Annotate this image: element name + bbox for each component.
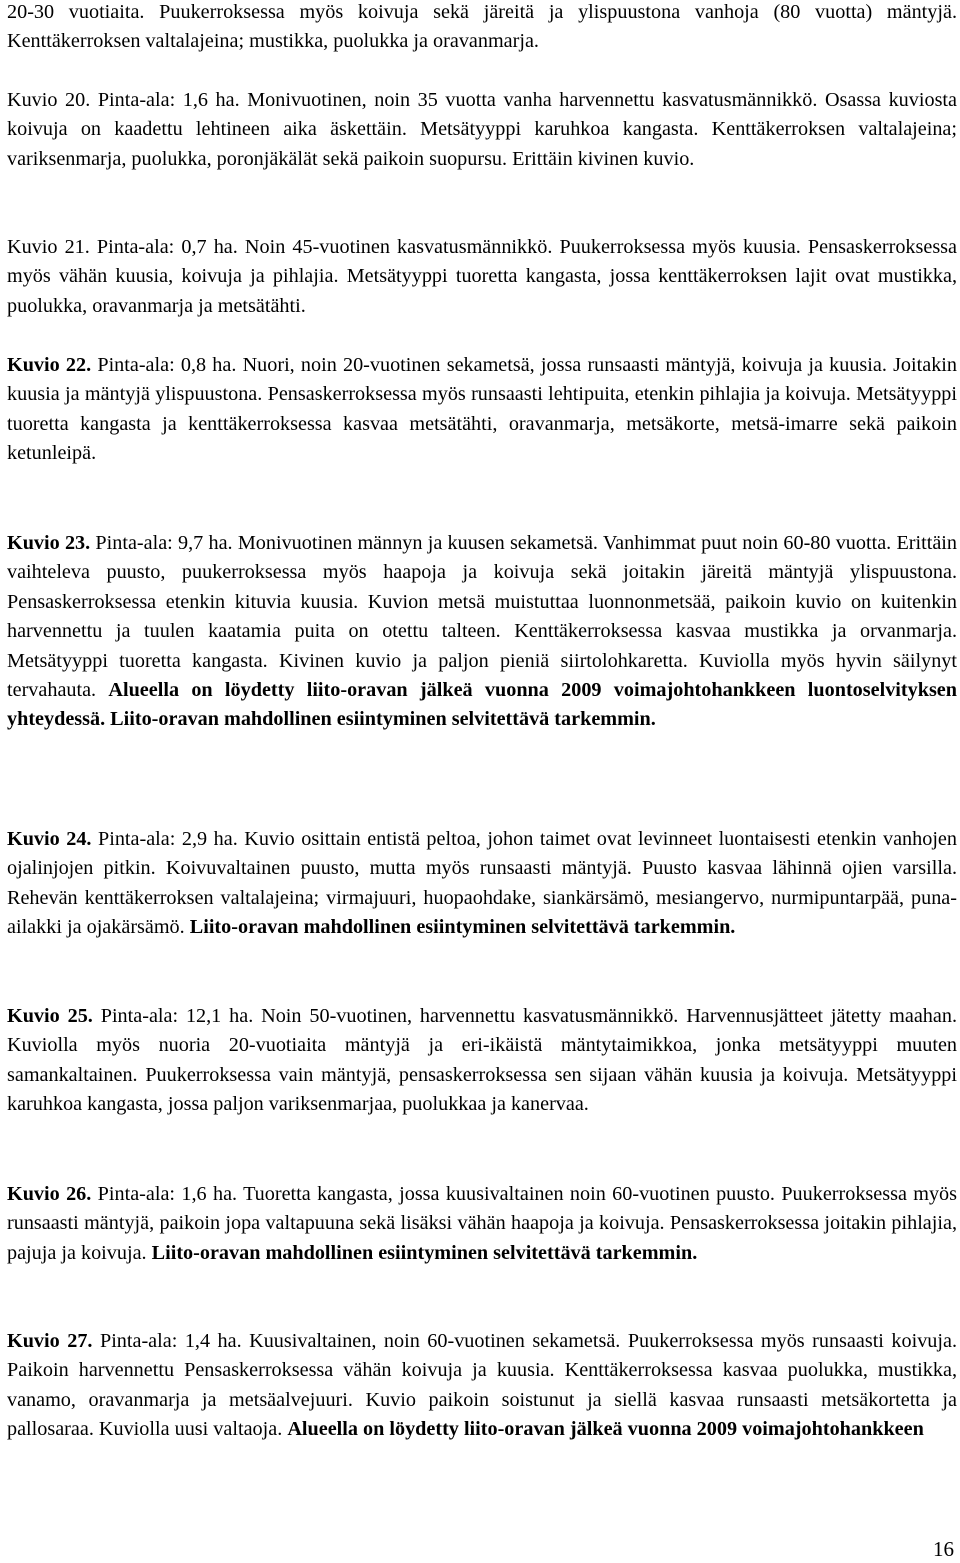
page-number: 16 <box>933 1537 954 1561</box>
bold-text-run: Liito-oravan mahdollinen esiintyminen selvitettävä tarkemmin. <box>151 1241 698 1264</box>
text-run: Pinta-ala: 1,4 ha. Kuusivaltainen, noin 60-vuotinen sekametsä. Puukerroksessa myös runsaasti koivuja. Paikoin harvennettu Pensaskerroksessa vähän koivuja ja kuusia. Kenttäkerroksessa kasvaa puolukka, mustikka, vanamo, oravanmarja ja metsäalvejuuri. Kuvio paikoin soistunut ja siellä kasvaa runsaasti metsäkortetta ja pallosaraa. Kuviolla uusi valtaoja. <box>7 1330 958 1441</box>
text-run: Pinta-ala: 0,8 ha. Nuori, noin 20-vuotinen sekametsä, jossa runsaasti mäntyjä, koivuja ja kuusia. Joitakin kuusia ja mäntyjä ylispuustona. Pensaskerroksessa myös runsaasti lehtipuita, etenkin pihlajia ja koivuja. Metsätyyppi tuoretta kangasta ja kenttäkerroksessa kasvaa metsätähti, oravanmarja, metsäkorte, metsä-imarre sekä paikoin ketunleipä. <box>7 354 957 465</box>
bold-text-run: Kuvio 23. <box>7 532 91 554</box>
bold-text-run: Kuvio 22. <box>7 354 92 376</box>
text-run: Pinta-ala: 9,7 ha. Monivuotinen männyn ja kuusen sekametsä. Vanhimmat puut noin 60-80 vuotta. Erittäin vaihteleva puusto, puukerroksessa myös haapoja ja koivuja sekä joitakin järeitä mäntyjä ylispuustona. Pensaskerroksessa etenkin kituvia kuusia. Kuvion metsä muistuttaa luonnonmetsää, paikoin kuvio on kuitenkin harvennettu ja tuulen kaatamia puita on otettu talteen. Kenttäkerroksessa kasvaa mustikka ja orvanmarja. Metsätyyppi tuoretta kangasta. Kivinen kuvio ja paljon pieniä siirtolohkaretta. Kuviolla myös hyvin säilynyt tervahauta. <box>7 532 957 702</box>
text-run: Pinta-ala: 12,1 ha. Noin 50-vuotinen, harvennettu kasvatusmännikkö. Harvennusjätteet jätetty maahan. Kuviolla myös nuoria 20-vuotiaita mäntyjä ja eri-ikäistä mäntytaimikkoa, jonka metsätyyppi muuten samankaltainen. Puukerroksessa vain mäntyjä, pensaskerroksessa sen sijaan vähän kuusia ja koivuja. Metsätyyppi karuhkoa kangasta, jossa paljon variksenmarjaa, puolukkaa ja kanervaa. <box>7 1005 957 1116</box>
text-run: Kuvio 20. Pinta-ala: 1,6 ha. Monivuotinen, noin 35 vuotta vanha harvennettu kasvatusmännikkö. Osassa kuviosta koivuja on kaadettu lehtineen aika äskettäin. Metsätyyppi karuhkoa kangasta. Kenttäkerroksen valtalajeina; variksenmarja, puolukka, poronjäkälät sekä paikoin suopursu. Erittäin kivinen kuvio. <box>7 89 957 170</box>
bold-text-run: Alueella on löydetty liito-oravan jälkeä vuonna 2009 voimajohtohankkeen luontoselvityksen yhteydessä. Liito-oravan mahdollinen esiintyminen selvitettävä tarkemmin. <box>7 679 957 731</box>
paragraph-kuvio-27 <box>7 1327 957 1445</box>
text-run: Pinta-ala: 1,6 ha. Tuoretta kangasta, jossa kuusivaltainen noin 60-vuotinen puusto. Puukerroksessa myös runsaasti mäntyjä, paikoin jopa valtapuuna sekä lisäksi vähän haapoja ja koivuja. Pensaskerroksessa joitakin pihlajia, pajuja ja koivuja. <box>7 1183 958 1264</box>
paragraph-intro <box>7 0 957 57</box>
text-run: Pinta-ala: 2,9 ha. Kuvio osittain entistä peltoa, johon taimet ovat levinneet luontaisesti etenkin vanhojen ojalinjojen pitkin. Koivuvaltainen puusto, mutta myös runsaasti mäntyjä. Puusto kasvaa lähinnä ojien varsilla. Rehevän kenttäkerroksen valtalajeina; virmajuuri, huopaohdake, siankärsämö, mesiangervo, nurmipuntarpää, puna-ailakki ja ojakärsämö. <box>7 828 957 939</box>
paragraph-kuvio-26 <box>7 1180 957 1268</box>
paragraph-kuvio-23 <box>7 529 957 735</box>
paragraph-kuvio-21 <box>7 233 957 321</box>
bold-text-run: Kuvio 25. <box>7 1005 93 1027</box>
paragraph-kuvio-24 <box>7 825 957 943</box>
paragraph-kuvio-20 <box>7 86 957 174</box>
bold-text-run: Kuvio 27. <box>7 1330 93 1352</box>
bold-text-run: Kuvio 24. <box>7 828 92 850</box>
bold-text-run: Liito-oravan mahdollinen esiintyminen selvitettävä tarkemmin. <box>189 916 736 939</box>
paragraph-kuvio-22 <box>7 351 957 469</box>
paragraph-kuvio-25 <box>7 1002 957 1120</box>
text-run: 20-30 vuotiaita. Puukerroksessa myös koivuja sekä järeitä ja ylispuustona vanhoja (80 vuotta) mäntyjä. Kenttäkerroksen valtalajeina; mustikka, puolukka ja oravanmarja. <box>7 1 957 53</box>
bold-text-run: Alueella on löydetty liito-oravan jälkeä vuonna 2009 voimajohtohankkeen <box>287 1418 924 1441</box>
bold-text-run: Kuvio 26. <box>7 1183 92 1205</box>
text-run: Kuvio 21. Pinta-ala: 0,7 ha. Noin 45-vuotinen kasvatusmännikkö. Puukerroksessa myös kuusia. Pensaskerroksessa myös vähän kuusia, koivuja ja pihlajia. Metsätyyppi tuoretta kangasta, jossa kenttäkerroksen lajit ovat mustikka, puolukka, oravanmarja ja metsätähti. <box>7 236 957 317</box>
